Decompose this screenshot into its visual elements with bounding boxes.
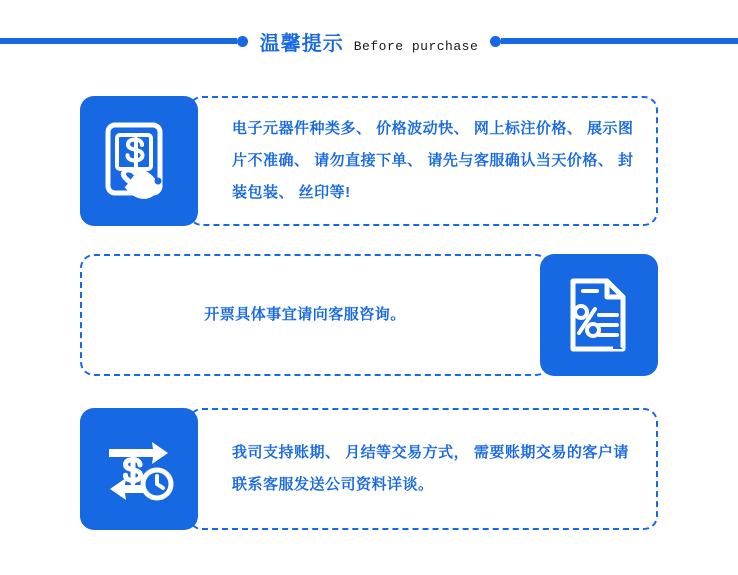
notice-text-1: 电子元器件种类多、 价格波动快、 网上标注价格、 展示图片不准确、 请勿直接下单、 请先与客服确认当天价格、 封装包装、 丝印等!: [232, 120, 634, 201]
invoice-percent-document-icon-svg: [561, 275, 637, 355]
page-title: 温馨提示: [259, 32, 344, 55]
header-dot-right-icon: [490, 36, 501, 47]
notice-text-box-2: [80, 254, 550, 376]
notice-row-1: [80, 96, 658, 226]
page-subtitle: Before purchase: [353, 38, 479, 54]
money-exchange-clock-icon: [80, 408, 198, 530]
notice-text-box-1: [188, 96, 658, 226]
money-exchange-clock-icon-svg: [99, 429, 179, 509]
notice-text-2: 开票具体事宜请向客服咨询。: [204, 306, 406, 323]
mobile-payment-hand-icon: [80, 96, 198, 226]
invoice-percent-document-icon: [540, 254, 658, 376]
notice-text-box-3: [188, 408, 658, 530]
notice-text-3: 我司支持账期、 月结等交易方式， 需要账期交易的客户请联系客服发送公司资料详谈。: [232, 444, 629, 493]
notice-row-3: [80, 408, 658, 530]
header-banner: [0, 26, 738, 56]
header-rule-left: [0, 38, 237, 44]
header-title-group: [248, 27, 491, 56]
header-rule-right: [501, 38, 738, 44]
header-dot-left-icon: [237, 36, 248, 47]
notice-row-2: [80, 254, 658, 376]
mobile-payment-hand-icon-svg: [102, 121, 176, 201]
